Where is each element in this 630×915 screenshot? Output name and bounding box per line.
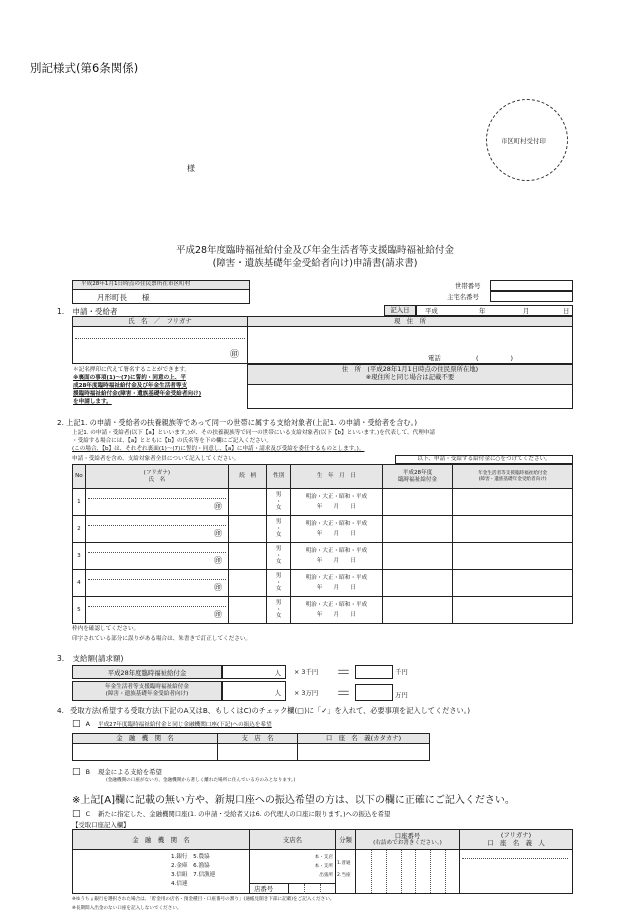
reception-stamp-label: 市区町村受付印 bbox=[501, 137, 546, 145]
date-day: 日 bbox=[563, 307, 570, 315]
option-c-bank-table bbox=[72, 829, 573, 894]
account-digit-divider bbox=[371, 850, 372, 893]
section1-number: 1. bbox=[57, 307, 65, 316]
registered-address-label: 住 所 (平成28年1月1日時点の住民票所在地) bbox=[341, 365, 479, 373]
section3-number: 3. bbox=[57, 654, 65, 663]
account-box-label: 【受取口座記入欄】 bbox=[72, 821, 130, 829]
row-number: 4 bbox=[73, 570, 86, 597]
bank-type-item[interactable]: 1.銀行 5.農協 bbox=[171, 854, 210, 860]
pledge-note-1: ※裏面の事項(1)～(7)に誓約・同意の上、平 bbox=[73, 375, 186, 381]
option-a-bank-table bbox=[72, 733, 430, 761]
row-name-field[interactable] bbox=[85, 516, 228, 543]
sex-female: 女 bbox=[275, 559, 282, 566]
c-furigana-label: (フリガナ) bbox=[500, 831, 532, 839]
option-c-row bbox=[72, 809, 390, 820]
option-a-bank-value[interactable] bbox=[73, 744, 218, 760]
table-row bbox=[73, 597, 573, 624]
option-b-text: 現金による支給を希望 bbox=[98, 768, 162, 776]
branch-type-item[interactable]: 出張所 bbox=[319, 873, 333, 878]
date-label: 記入日 bbox=[384, 305, 416, 316]
footnote2: ※長期間入出金のない口座を記入しないでください。 bbox=[72, 906, 182, 911]
benefit-select-header: 以下、申請・受給する給付金に○をつけてください。 bbox=[395, 455, 573, 464]
sex-female: 女 bbox=[275, 613, 282, 620]
c-acctno-sub: (右詰めでお書きください。) bbox=[373, 840, 442, 846]
dependents-table bbox=[72, 464, 573, 624]
pledge-note-3: 援臨時福祉給付金(障害・遺族基礎年金受給者向け) bbox=[73, 391, 202, 397]
row-seal: ㊞ bbox=[213, 583, 222, 592]
row-sex-field[interactable] bbox=[267, 543, 291, 570]
row-benefit1-field[interactable] bbox=[382, 489, 453, 516]
option-b-row bbox=[72, 767, 162, 778]
row-benefit2-field[interactable] bbox=[453, 489, 573, 516]
section2-desc4: 申請・受給者を含め、支給対象者全員について記入してください。 bbox=[72, 456, 240, 462]
dob-ymd: 年 月 日 bbox=[316, 584, 356, 591]
amount-count2-unit: 人 bbox=[274, 689, 281, 697]
registered-address-box[interactable] bbox=[247, 364, 573, 409]
municipality-box bbox=[72, 280, 250, 304]
row-number: 1 bbox=[73, 489, 86, 516]
col-dob: 生 年 月 日 bbox=[290, 465, 382, 489]
option-b-letter: B bbox=[85, 768, 90, 776]
table-row bbox=[73, 543, 573, 570]
row-furigana-line bbox=[88, 579, 226, 580]
table-row bbox=[73, 570, 573, 597]
bank-type-item[interactable]: 3.信組 7.信漁連 bbox=[171, 872, 216, 878]
option-a-checkbox[interactable]: □ bbox=[72, 719, 81, 729]
col-benefit1-line2: 臨時福祉給付金 bbox=[397, 476, 438, 483]
option-a-branch-value[interactable] bbox=[218, 744, 298, 760]
c-holder-furigana-line bbox=[462, 858, 568, 859]
seal-mark: ㊞ bbox=[229, 350, 239, 360]
col-benefit2 bbox=[453, 465, 573, 489]
amount-count1-unit: 人 bbox=[274, 669, 281, 677]
option-c-checkbox[interactable]: □ bbox=[72, 809, 81, 819]
row-seal: ㊞ bbox=[213, 529, 222, 538]
amount-unit2: 万円 bbox=[395, 691, 408, 699]
section2-desc3: (この場合、【b】は、それぞれ裏面(1)～(7)に誓約・同意し、【a】に申請・請求及び受給を委任するものとします。)。 bbox=[72, 446, 365, 452]
date-era: 平成 bbox=[425, 307, 438, 315]
row-benefit1-field[interactable] bbox=[382, 570, 453, 597]
new-account-notice: ※上記[A]欄に記載の無い方や、新規口座への振込希望の方は、以下の欄に正確にご記入ください。 bbox=[72, 795, 515, 806]
date-field[interactable] bbox=[416, 305, 573, 316]
head-number-label: 主宅名番号 bbox=[447, 293, 479, 301]
row-furigana-line bbox=[88, 552, 226, 553]
dob-ymd: 年 月 日 bbox=[316, 530, 356, 537]
section4-number: 4. bbox=[57, 706, 64, 715]
applicant-name-field[interactable] bbox=[73, 327, 248, 363]
section2-title: 上記1. の申請・受給者の扶養親族等であって同一の世帯に属する支給対象者(上記1. の申請・受給者を含む。) bbox=[66, 418, 418, 427]
option-a-holder-value[interactable] bbox=[298, 744, 429, 760]
section2-footer2: 印字されている部分に誤りがある場合は、朱書きで訂正してください。 bbox=[72, 636, 252, 642]
row-dob-field[interactable] bbox=[290, 597, 382, 624]
section4-heading bbox=[57, 706, 470, 716]
row-seal: ㊞ bbox=[213, 502, 222, 511]
head-number-field[interactable] bbox=[490, 291, 573, 302]
row-relation-field[interactable] bbox=[228, 543, 266, 570]
branch-type-item[interactable]: 本・支店 bbox=[314, 855, 333, 860]
row-benefit1-field[interactable] bbox=[382, 543, 453, 570]
section2-footer1: 枠内を確認してください。 bbox=[72, 626, 140, 632]
table-row bbox=[73, 516, 573, 543]
c-branch-header: 支店名 bbox=[250, 830, 336, 850]
household-number-label: 世帯番号 bbox=[455, 282, 481, 290]
row-name-field[interactable] bbox=[85, 570, 228, 597]
row-benefit2-field[interactable] bbox=[453, 543, 573, 570]
sex-male: 男 bbox=[275, 491, 282, 498]
dob-eras: 明治・大正・昭和・平成 bbox=[305, 574, 368, 581]
c-type-value[interactable] bbox=[336, 850, 356, 893]
c-branch-value[interactable] bbox=[250, 850, 336, 893]
row-dob-field[interactable] bbox=[290, 516, 382, 543]
sex-dot: ・ bbox=[275, 579, 282, 586]
amount-item2-line2: (障害・遺族基礎年金受給者向け) bbox=[105, 690, 189, 697]
amount-total2[interactable] bbox=[355, 684, 393, 701]
sex-female: 女 bbox=[275, 586, 282, 593]
dob-ymd: 年 月 日 bbox=[316, 557, 356, 564]
amount-count2[interactable] bbox=[222, 681, 286, 701]
col-relation: 続 柄 bbox=[228, 465, 266, 489]
dob-ymd: 年 月 日 bbox=[316, 503, 356, 510]
amount-eq1: ＝ bbox=[336, 663, 352, 681]
amount-mult2: × 3万円 bbox=[294, 689, 319, 697]
row-sex-field[interactable] bbox=[267, 570, 291, 597]
signature-note: ＊記名押印に代えて署名することができます。 bbox=[73, 367, 191, 373]
branch-number-label: 店番号 bbox=[254, 885, 274, 893]
c-bank-value[interactable] bbox=[73, 850, 250, 893]
row-furigana-line bbox=[88, 498, 226, 499]
dob-eras: 明治・大正・昭和・平成 bbox=[305, 547, 368, 554]
dob-eras: 明治・大正・昭和・平成 bbox=[305, 493, 368, 500]
section3-heading bbox=[57, 653, 123, 664]
sex-female: 女 bbox=[275, 532, 282, 539]
row-seal: ㊞ bbox=[213, 556, 222, 565]
row-relation-field[interactable] bbox=[228, 597, 266, 624]
sex-female: 女 bbox=[275, 505, 282, 512]
row-furigana-line bbox=[88, 525, 226, 526]
account-type-list bbox=[337, 858, 351, 882]
row-benefit1-field[interactable] bbox=[382, 516, 453, 543]
option-c-letter: C bbox=[85, 810, 91, 818]
row-relation-field[interactable] bbox=[228, 516, 266, 543]
municipality-label: 平成28年1月1日時点の住民票所在市区町村 bbox=[73, 281, 249, 290]
row-sex-field[interactable] bbox=[267, 516, 291, 543]
col-no: No bbox=[73, 465, 86, 489]
col-benefit2-line2: (障害・遺族基礎年金受給者向け) bbox=[478, 476, 547, 482]
sex-dot: ・ bbox=[275, 606, 282, 613]
phone-label: 電話 bbox=[428, 354, 441, 362]
form-title-line2: (障害・遺族基礎年金受給者向け)申請書(請求書) bbox=[212, 258, 418, 269]
c-holder-label: 口 座 名 義 人 bbox=[487, 839, 545, 847]
bank-type-item[interactable]: 4.信連 bbox=[171, 881, 188, 887]
c-holder-value[interactable] bbox=[460, 850, 572, 893]
amount-item1: 平成28年度臨時福祉給付金 bbox=[72, 665, 222, 679]
c-holder-header bbox=[460, 830, 572, 850]
dob-ymd: 年 月 日 bbox=[316, 611, 356, 618]
row-relation-field[interactable] bbox=[228, 570, 266, 597]
row-benefit2-field[interactable] bbox=[453, 570, 573, 597]
form-number: 別記様式(第6条関係) bbox=[30, 61, 139, 75]
account-digit-divider bbox=[445, 850, 446, 893]
row-furigana-line bbox=[88, 606, 226, 607]
option-a-text: 平成27年度臨時福祉給付金と同じ金融機関口座(下記)への振込を希望 bbox=[97, 722, 272, 728]
date-year: 年 bbox=[479, 307, 486, 315]
col-benefit1 bbox=[382, 465, 453, 489]
section2-number: 2. bbox=[57, 418, 64, 427]
amount-unit1: 千円 bbox=[395, 668, 408, 676]
registered-address-note: ※現住所と同じ場合は記載不要 bbox=[365, 373, 455, 381]
household-number-field[interactable] bbox=[490, 280, 573, 291]
option-a-holder-header: 口 座 名 義(カタカナ) bbox=[298, 734, 429, 744]
account-digit-divider bbox=[386, 850, 387, 893]
row-benefit2-field[interactable] bbox=[453, 597, 573, 624]
sex-male: 男 bbox=[275, 518, 282, 525]
row-dob-field[interactable] bbox=[290, 570, 382, 597]
option-a-branch-header: 支 店 名 bbox=[218, 734, 298, 744]
row-number: 3 bbox=[73, 543, 86, 570]
option-a-row bbox=[72, 719, 272, 730]
section3-label: 支給額(請求額) bbox=[72, 654, 124, 663]
c-acctno-label: 口座番号 bbox=[394, 832, 421, 840]
addressee-sama: 様 bbox=[187, 164, 195, 173]
row-dob-field[interactable] bbox=[290, 543, 382, 570]
date-month: 月 bbox=[523, 307, 530, 315]
row-relation-field[interactable] bbox=[228, 489, 266, 516]
account-digit-divider bbox=[401, 850, 402, 893]
branch-number-row bbox=[250, 883, 335, 893]
name-header: 氏 名 ／ フリガナ bbox=[73, 317, 248, 327]
bank-type-list bbox=[171, 853, 215, 889]
row-sex-field[interactable] bbox=[267, 489, 291, 516]
amount-count1[interactable] bbox=[222, 665, 286, 679]
col-name-label: 氏 名 bbox=[148, 476, 166, 483]
account-digit-divider bbox=[430, 850, 431, 893]
account-type-item[interactable]: 1.普通 bbox=[337, 861, 351, 866]
bank-type-item[interactable]: 2.金庫 6.漁協 bbox=[171, 863, 210, 869]
sex-male: 男 bbox=[275, 599, 282, 606]
row-benefit1-field[interactable] bbox=[382, 597, 453, 624]
section2-heading bbox=[57, 418, 417, 428]
footnote1: ※ゆうちょ銀行を選択された場合は、「貯金用の店名・預金種目・口座番号の割り」(通帳見開き下部に記載)をご記入ください。 bbox=[72, 897, 335, 902]
col-benefit1-line1: 平成28年度 bbox=[402, 469, 433, 476]
amount-item2-line1: 年金生活者等支援臨時福祉給付金 bbox=[105, 684, 189, 690]
applicant-table bbox=[72, 316, 573, 364]
account-type-item[interactable]: 2.当座 bbox=[337, 873, 351, 878]
amount-eq2: ＝ bbox=[336, 684, 352, 702]
sex-dot: ・ bbox=[275, 498, 282, 505]
sex-male: 男 bbox=[275, 572, 282, 579]
pledge-note-4: を申請します。 bbox=[73, 399, 112, 405]
c-acctno-value[interactable] bbox=[356, 850, 460, 893]
dob-eras: 明治・大正・昭和・平成 bbox=[305, 601, 368, 608]
table-row bbox=[73, 489, 573, 516]
row-name-field[interactable] bbox=[85, 543, 228, 570]
phone-field[interactable]: ( ) bbox=[476, 354, 513, 362]
option-b-note: (金融機関の口座がない方、金融機関から著しく離れた場所に住んでいる方のみとなります。) bbox=[106, 778, 296, 783]
section2-desc2: ・受給する場合には、【a】とともに【b】の氏名等を下の欄にご記入ください。 bbox=[72, 438, 272, 444]
option-b-checkbox[interactable]: □ bbox=[72, 767, 81, 777]
current-address-field[interactable] bbox=[248, 327, 572, 363]
row-number: 2 bbox=[73, 516, 86, 543]
address-header: 現 住 所 bbox=[248, 317, 572, 327]
c-acctno-header bbox=[356, 830, 460, 850]
section4-title: 受取方法(希望する受取方法(下記のA又はB、もしくはC)のチェック欄(□)に「✓」を入れて、必要事項を記入してください。) bbox=[70, 706, 471, 715]
dob-eras: 明治・大正・昭和・平成 bbox=[305, 520, 368, 527]
reception-stamp-area bbox=[486, 99, 568, 181]
section1-label: 申請・受給者 bbox=[72, 307, 118, 316]
amount-mult1: × 3千円 bbox=[294, 668, 319, 676]
amount-total1[interactable] bbox=[355, 665, 393, 679]
col-furigana-label: (フリガナ) bbox=[143, 469, 171, 476]
row-name-field[interactable] bbox=[85, 489, 228, 516]
mayor-addressee: 月形町長 様 bbox=[97, 293, 150, 302]
option-a-letter: A bbox=[85, 720, 90, 728]
row-dob-field[interactable] bbox=[290, 489, 382, 516]
branch-type-item[interactable]: 本・支所 bbox=[314, 864, 333, 869]
row-seal: ㊞ bbox=[213, 610, 222, 619]
c-type-header: 分類 bbox=[336, 830, 356, 850]
col-sex: 性別 bbox=[267, 465, 291, 489]
row-benefit2-field[interactable] bbox=[453, 516, 573, 543]
section2-desc1: 上記1. の申請・受給者(以下【a】といいます。)が、その扶養親族等で同一の世帯にいる支給対象者(以下【b】といいます。)を代表して、代理申請 bbox=[72, 430, 436, 436]
account-digit-divider bbox=[415, 850, 416, 893]
amount-item2 bbox=[72, 681, 222, 701]
option-a-bank-header: 金 融 機 関 名 bbox=[73, 734, 218, 744]
row-name-field[interactable] bbox=[85, 597, 228, 624]
sex-dot: ・ bbox=[275, 525, 282, 532]
form-title-line1: 平成28年度臨時福祉給付金及び年金生活者等支援臨時福祉給付金 bbox=[175, 245, 455, 256]
col-name bbox=[85, 465, 228, 489]
option-c-text: 新たに指定した、金融機関口座(1. の申請・受給者又は6. の代理人の口座に限ります。)への振込を希望 bbox=[98, 810, 391, 818]
pledge-note-2: 成28年度臨時福祉給付金及び年金生活者等支 bbox=[73, 383, 188, 389]
sex-dot: ・ bbox=[275, 552, 282, 559]
row-number: 5 bbox=[73, 597, 86, 624]
c-bank-header: 金 融 機 関 名 bbox=[73, 830, 250, 850]
branch-type-list bbox=[315, 853, 333, 880]
sex-male: 男 bbox=[275, 545, 282, 552]
col-benefit2-line1: 年金生活者等支援臨時福祉給付金 bbox=[478, 471, 548, 476]
row-sex-field[interactable] bbox=[267, 597, 291, 624]
